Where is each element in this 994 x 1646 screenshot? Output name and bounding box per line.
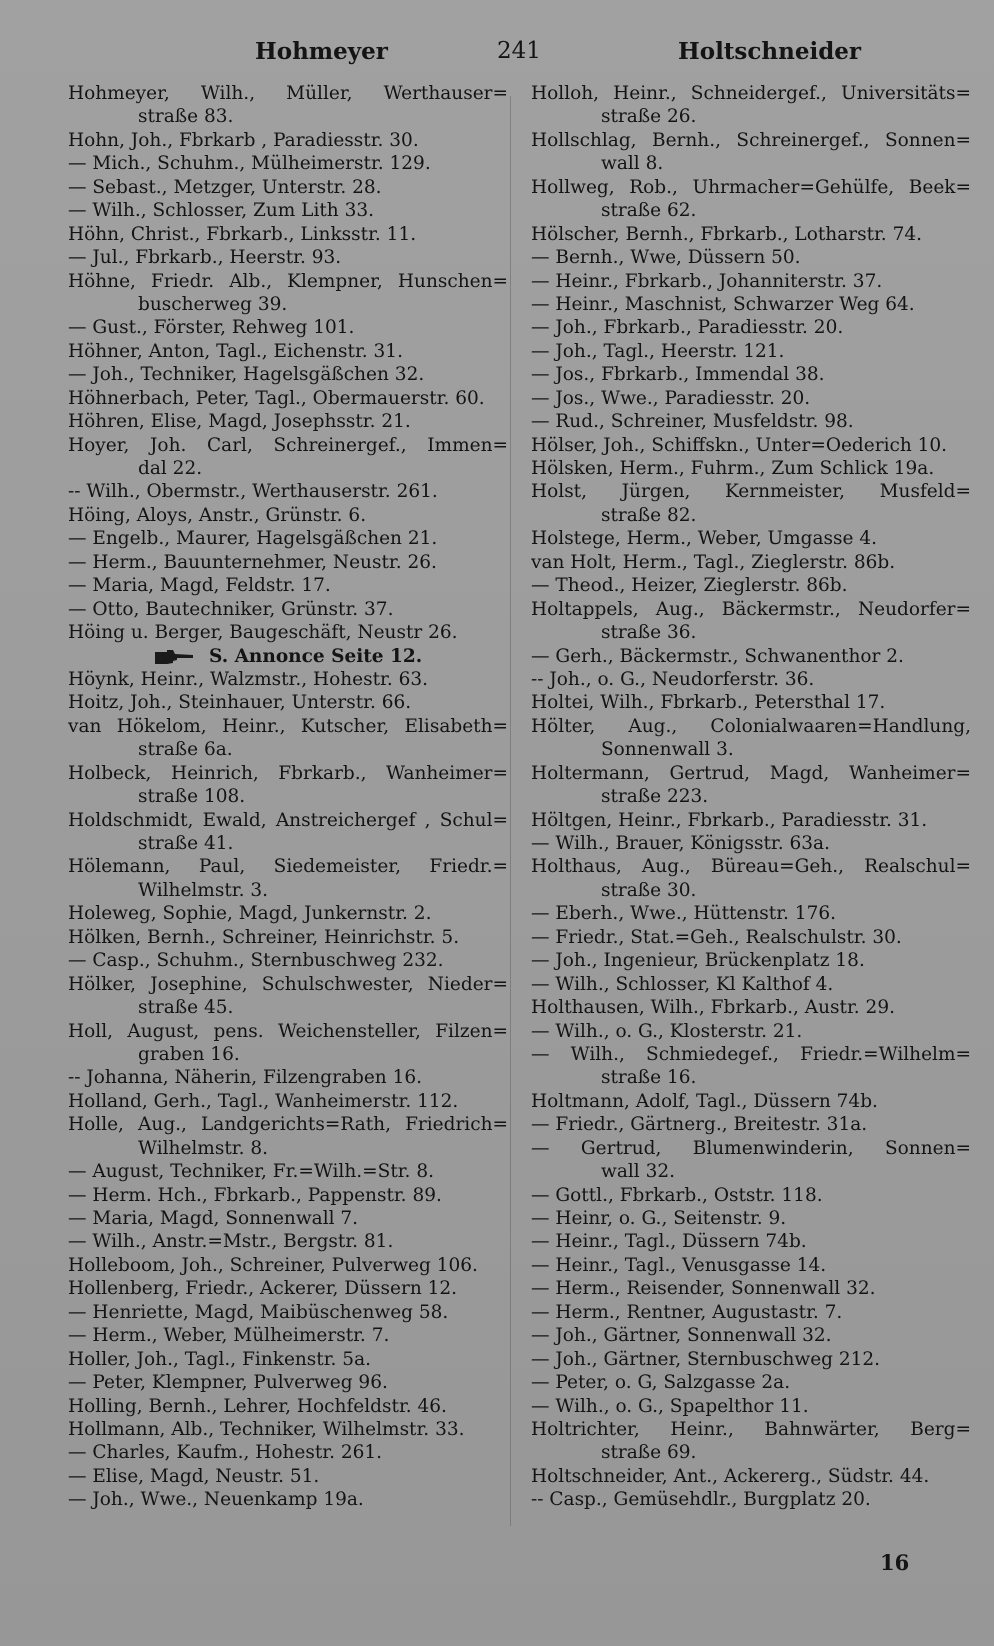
entry-continuation: straße 26. bbox=[601, 106, 697, 128]
directory-entry: Holtermann, Gertrud, Magd, Wanheimer= bbox=[531, 762, 971, 784]
directory-entry: Hollschlag, Bernh., Schreinergef., Sonnen= bbox=[531, 129, 971, 151]
directory-entry: Hölker, Josephine, Schulschwester, Nieder= bbox=[68, 973, 508, 995]
directory-entry: Holthaus, Aug., Büreau=Geh., Realschul= bbox=[531, 856, 971, 878]
entry-continuation: straße 69. bbox=[601, 1442, 697, 1464]
directory-entry: — Eberh., Wwe., Hüttenstr. 176. bbox=[531, 903, 836, 925]
entry-continuation: straße 83. bbox=[138, 106, 234, 128]
directory-entry: — Herm., Rentner, Augustastr. 7. bbox=[531, 1301, 843, 1323]
directory-entry: — Heinr., Tagl., Düssern 74b. bbox=[531, 1231, 807, 1253]
directory-entry: — Herm., Reisender, Sonnenwall 32. bbox=[531, 1278, 876, 1300]
pointing-hand-icon bbox=[153, 648, 195, 666]
directory-entry: Hollenberg, Friedr., Ackerer, Düssern 12. bbox=[68, 1278, 458, 1300]
directory-entry: — Gertrud, Blumenwinderin, Sonnen= bbox=[531, 1137, 971, 1159]
directory-entry: — Heinr., Tagl., Venusgasse 14. bbox=[531, 1254, 827, 1276]
directory-entry: Holthausen, Wilh., Fbrkarb., Austr. 29. bbox=[531, 997, 895, 1019]
directory-entry: — Wilh., Anstr.=Mstr., Bergstr. 81. bbox=[68, 1231, 394, 1253]
annonce-text: S. Annonce Seite 12. bbox=[209, 645, 423, 667]
directory-entry: — Jos., Wwe., Paradiesstr. 20. bbox=[531, 387, 811, 409]
directory-entry: — Heinr, o. G., Seitenstr. 9. bbox=[531, 1208, 787, 1229]
entry-continuation: straße 30. bbox=[601, 879, 697, 901]
directory-entry: Höhnerbach, Peter, Tagl., Obermauerstr. 60. bbox=[68, 387, 485, 409]
directory-entry: Höhner, Anton, Tagl., Eichenstr. 31. bbox=[68, 340, 403, 362]
directory-entry: — Herm., Weber, Mülheimerstr. 7. bbox=[68, 1325, 390, 1347]
directory-entry: Hölken, Bernh., Schreiner, Heinrichstr. 5. bbox=[68, 926, 460, 948]
directory-entry: -- Casp., Gemüsehdlr., Burgplatz 20. bbox=[531, 1489, 871, 1511]
entry-continuation: straße 108. bbox=[138, 786, 246, 808]
directory-entry: — Otto, Bautechniker, Grünstr. 37. bbox=[68, 598, 394, 620]
entry-continuation: straße 45. bbox=[138, 997, 234, 1019]
page-number: 241 bbox=[497, 38, 541, 64]
directory-entry: — Heinr., Fbrkarb., Johanniterstr. 37. bbox=[531, 270, 883, 292]
entry-continuation: straße 6a. bbox=[138, 739, 233, 761]
directory-entry: Holst, Jürgen, Kernmeister, Musfeld= bbox=[531, 481, 971, 503]
directory-entry: Holtmann, Adolf, Tagl., Düssern 74b. bbox=[531, 1090, 878, 1112]
directory-entry: — Jul., Fbrkarb., Heerstr. 93. bbox=[68, 247, 342, 269]
entry-continuation: Wilhelmstr. 8. bbox=[138, 1137, 268, 1159]
directory-entry: — Joh., Fbrkarb., Paradiesstr. 20. bbox=[531, 317, 844, 339]
entry-continuation: straße 16. bbox=[601, 1067, 697, 1089]
directory-entry: Hölscher, Bernh., Fbrkarb., Lotharstr. 74. bbox=[531, 223, 922, 245]
directory-entry: — Theod., Heizer, Zieglerstr. 86b. bbox=[531, 575, 848, 597]
directory-entry: Höhn, Christ., Fbrkarb., Linksstr. 11. bbox=[68, 223, 417, 245]
directory-entry: Höhne, Friedr. Alb., Klempner, Hunschen= bbox=[68, 270, 508, 292]
directory-entry: — Joh., Ingenieur, Brückenplatz 18. bbox=[531, 950, 865, 972]
directory-entry: -- Wilh., Obermstr., Werthauserstr. 261. bbox=[68, 481, 438, 503]
directory-entry: Holle, Aug., Landgerichts=Rath, Friedrich= bbox=[68, 1114, 508, 1136]
entry-continuation: graben 16. bbox=[138, 1043, 240, 1065]
directory-entry: Holtschneider, Ant., Ackererg., Südstr. 44. bbox=[531, 1465, 930, 1487]
directory-entry: — Wilh., o. G., Spapelthor 11. bbox=[531, 1395, 809, 1417]
right-column bbox=[531, 82, 971, 1512]
directory-entry: Hollweg, Rob., Uhrmacher=Gehülfe, Beek= bbox=[531, 176, 971, 198]
directory-entry: — Heinr., Maschnist, Schwarzer Weg 64. bbox=[531, 293, 915, 315]
directory-entry: Holtei, Wilh., Fbrkarb., Petersthal 17. bbox=[531, 692, 886, 714]
entry-continuation: wall 8. bbox=[601, 153, 664, 175]
entry-continuation: wall 32. bbox=[601, 1161, 675, 1183]
directory-entry: — Bernh., Wwe, Düssern 50. bbox=[531, 247, 801, 269]
header-right-keyword: Holtschneider bbox=[678, 38, 862, 65]
directory-entry: — Peter, o. G, Salzgasse 2a. bbox=[531, 1372, 791, 1394]
entry-continuation: straße 82. bbox=[601, 504, 697, 526]
directory-entry: — Friedr., Stat.=Geh., Realschulstr. 30. bbox=[531, 926, 902, 948]
directory-entry: — Wilh., Brauer, Königsstr. 63a. bbox=[531, 833, 830, 854]
directory-entry: — Elise, Magd, Neustr. 51. bbox=[68, 1465, 320, 1487]
directory-entry: — Joh., Gärtner, Sonnenwall 32. bbox=[531, 1325, 832, 1347]
directory-entry: Höynk, Heinr., Walzmstr., Hohestr. 63. bbox=[68, 668, 429, 690]
directory-entry: — Wilh., o. G., Klosterstr. 21. bbox=[531, 1020, 803, 1042]
left-column bbox=[68, 82, 508, 1512]
directory-entry: — Sebast., Metzger, Unterstr. 28. bbox=[68, 176, 382, 198]
directory-entry: — Peter, Klempner, Pulverweg 96. bbox=[68, 1372, 388, 1394]
directory-entry: Holstege, Herm., Weber, Umgasse 4. bbox=[531, 528, 878, 550]
directory-entry: — Wilh., Schlosser, Zum Lith 33. bbox=[68, 200, 375, 222]
directory-entry: Holbeck, Heinrich, Fbrkarb., Wanheimer= bbox=[68, 762, 508, 784]
directory-entry: — Charles, Kaufm., Hohestr. 261. bbox=[68, 1442, 383, 1464]
page-header bbox=[0, 38, 994, 78]
directory-entry: — Wilh., Schlosser, Kl Kalthof 4. bbox=[531, 973, 834, 995]
directory-entry: — August, Techniker, Fr.=Wilh.=Str. 8. bbox=[68, 1161, 434, 1183]
entry-continuation: straße 36. bbox=[601, 622, 697, 644]
directory-entry: Hollmann, Alb., Techniker, Wilhelmstr. 33. bbox=[68, 1418, 465, 1440]
directory-entry: Höing u. Berger, Baugeschäft, Neustr 26. bbox=[68, 622, 458, 644]
directory-entry: Hoitz, Joh., Steinhauer, Unterstr. 66. bbox=[68, 692, 412, 714]
directory-entry: Holdschmidt, Ewald, Anstreichergef , Schul= bbox=[68, 809, 508, 831]
directory-entry: Holeweg, Sophie, Magd, Junkernstr. 2. bbox=[68, 903, 432, 925]
entry-continuation: buscherweg 39. bbox=[138, 293, 288, 315]
header-left-keyword: Hohmeyer bbox=[255, 38, 388, 65]
directory-entry: Holtrichter, Heinr., Bahnwärter, Berg= bbox=[531, 1418, 971, 1440]
directory-entry: — Jos., Fbrkarb., Immendal 38. bbox=[531, 364, 825, 386]
directory-entry: — Gust., Förster, Rehweg 101. bbox=[68, 317, 355, 339]
entry-continuation: dal 22. bbox=[138, 458, 203, 479]
directory-entry: — Henriette, Magd, Maibüschenweg 58. bbox=[68, 1301, 449, 1323]
directory-entry: — Casp., Schuhm., Sternbuschweg 232. bbox=[68, 950, 444, 972]
directory-entry: Höhren, Elise, Magd, Josephsstr. 21. bbox=[68, 411, 411, 433]
entry-continuation: straße 41. bbox=[138, 833, 234, 854]
directory-entry: -- Johanna, Näherin, Filzengraben 16. bbox=[68, 1067, 423, 1089]
entry-continuation: straße 223. bbox=[601, 786, 709, 808]
directory-entry: van Hökelom, Heinr., Kutscher, Elisabeth= bbox=[68, 715, 508, 737]
directory-entry: Holtappels, Aug., Bäckermstr., Neudorfer= bbox=[531, 598, 971, 620]
directory-entry: — Herm., Bauunternehmer, Neustr. 26. bbox=[68, 551, 437, 573]
column-divider bbox=[510, 96, 511, 1526]
directory-entry: — Herm. Hch., Fbrkarb., Pappenstr. 89. bbox=[68, 1184, 442, 1206]
directory-entry: Hoyer, Joh. Carl, Schreinergef., Immen= bbox=[68, 434, 508, 456]
directory-entry: — Friedr., Gärtnerg., Breitestr. 31a. bbox=[531, 1114, 868, 1136]
directory-entry: — Gerh., Bäckermstr., Schwanenthor 2. bbox=[531, 645, 904, 667]
annonce-reference bbox=[68, 645, 508, 668]
directory-entry: Holling, Bernh., Lehrer, Hochfeldstr. 46. bbox=[68, 1395, 447, 1417]
directory-entry: -- Joh., o. G., Neudorferstr. 36. bbox=[531, 668, 815, 690]
directory-entry: Holl, August, pens. Weichensteller, Filzen= bbox=[68, 1020, 508, 1042]
directory-entry: Höltgen, Heinr., Fbrkarb., Paradiesstr. 31. bbox=[531, 809, 928, 831]
directory-entry: — Gottl., Fbrkarb., Oststr. 118. bbox=[531, 1184, 823, 1206]
directory-entry: — Joh., Wwe., Neuenkamp 19a. bbox=[68, 1489, 364, 1511]
entry-continuation: straße 62. bbox=[601, 200, 697, 222]
directory-entry: Hölser, Joh., Schiffskn., Unter=Oederich 10. bbox=[531, 434, 948, 456]
directory-entry: Höing, Aloys, Anstr., Grünstr. 6. bbox=[68, 504, 367, 526]
directory-entry: Holler, Joh., Tagl., Finkenstr. 5a. bbox=[68, 1348, 371, 1370]
directory-entry: Holland, Gerh., Tagl., Wanheimerstr. 112. bbox=[68, 1090, 459, 1112]
directory-entry: — Maria, Magd, Sonnenwall 7. bbox=[68, 1208, 359, 1229]
directory-entry: — Mich., Schuhm., Mülheimerstr. 129. bbox=[68, 153, 431, 175]
directory-entry: — Joh., Techniker, Hagelsgäßchen 32. bbox=[68, 364, 425, 386]
directory-entry: — Rud., Schreiner, Musfeldstr. 98. bbox=[531, 411, 854, 433]
directory-entry: Hölemann, Paul, Siedemeister, Friedr.= bbox=[68, 856, 508, 878]
directory-entry: Holleboom, Joh., Schreiner, Pulverweg 106. bbox=[68, 1254, 478, 1276]
directory-entry: — Maria, Magd, Feldstr. 17. bbox=[68, 575, 331, 597]
directory-entry: Hohn, Joh., Fbrkarb , Paradiesstr. 30. bbox=[68, 129, 419, 151]
directory-entry: van Holt, Herm., Tagl., Zieglerstr. 86b. bbox=[531, 551, 896, 573]
directory-entry: Holloh, Heinr., Schneidergef., Universitäts= bbox=[531, 83, 971, 104]
directory-entry: — Engelb., Maurer, Hagelsgäßchen 21. bbox=[68, 528, 438, 550]
directory-entry: Hölter, Aug., Colonialwaaren=Handlung, bbox=[531, 715, 971, 737]
directory-entry: — Wilh., Schmiedegef., Friedr.=Wilhelm= bbox=[531, 1043, 971, 1065]
signature-number: 16 bbox=[880, 1550, 910, 1575]
entry-continuation: Wilhelmstr. 3. bbox=[138, 879, 268, 901]
directory-entry: — Joh., Gärtner, Sternbuschweg 212. bbox=[531, 1348, 881, 1370]
entry-continuation: Sonnenwall 3. bbox=[601, 739, 734, 761]
directory-entry: Hohmeyer, Wilh., Müller, Werthauser= bbox=[68, 83, 508, 104]
directory-entry: Hölsken, Herm., Fuhrm., Zum Schlick 19a. bbox=[531, 458, 935, 479]
directory-entry: — Joh., Tagl., Heerstr. 121. bbox=[531, 340, 785, 362]
